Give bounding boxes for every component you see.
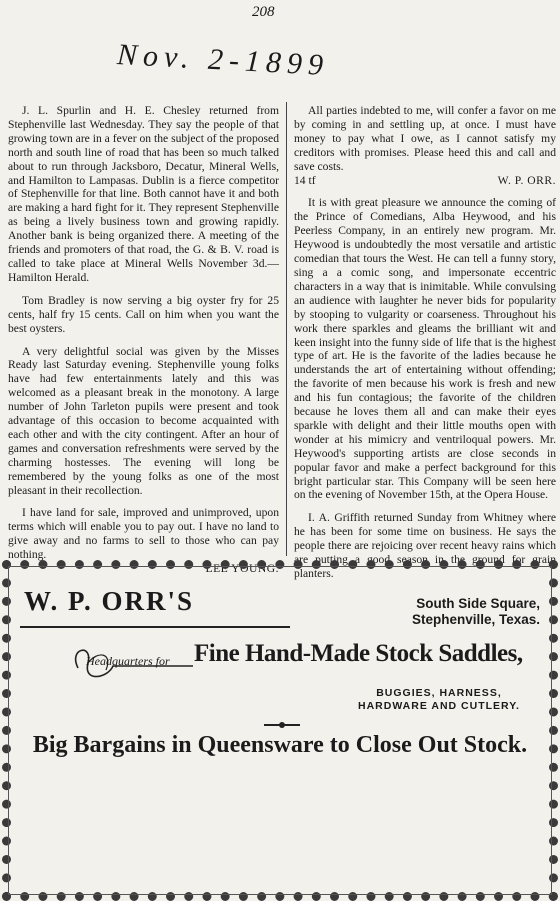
ad-address-line1: South Side Square, [416, 596, 540, 611]
right-column [294, 104, 556, 590]
ornament-dash-icon [262, 720, 302, 730]
ad-other-products [358, 687, 520, 713]
column-divider [286, 102, 287, 556]
ad-main-product: Fine Hand-Made Stock Saddles, [194, 640, 523, 667]
notice-tag: 14 tf [294, 173, 316, 187]
news-item-stephenville: J. L. Spurlin and H. E. Chesley returned from Stephenville last Wednesday. They say the people of that growing town are in a fever on the subject of the proposed north and south line of road that has been so much talked about to run through Jacksboro, Decatur, Mineral Wells, and Hamilton to Lampasas. Dublin is a fierce competitor of Stephenville for that line. Both cannot have it and both are making a hard fight for it. They represent Stephenville as being a lively business town and growing rapidly. Another bank is being organized there. A meeting of the friends and promoters of that road, the G. & B. V. road is called to take place at Mineral Wells November 3d.—Hamilton Herald. [8, 104, 279, 284]
handwritten-date: Nov. 2-1899 [116, 38, 330, 83]
ad-address-line2: Stephenville, Texas. [411, 612, 540, 627]
lee-young-signature: LEE YOUNG. [205, 562, 279, 576]
debt-notice: All parties indebted to me, will confer a favor on me by coming in and settling up, at once. I must have money to pay what I owe, as I cannot satisfy my creditors with promises. Please heed this and call and save costs. [294, 104, 556, 173]
ad-other-line2: HARDWARE AND CUTLERY. [358, 700, 520, 712]
left-column [8, 104, 279, 585]
ad-address [412, 596, 540, 628]
ad-store-name: W. P. ORR'S [24, 586, 195, 616]
ad-other-line1: BUGGIES, HARNESS, [376, 687, 502, 699]
griffith-item: I. A. Griffith returned Sunday from Whitney where he has been for some time on business. He says the people there are rejoicing over recent heavy rains which are putting a good season in the ground for grain planters. [294, 511, 556, 580]
land-for-sale-notice: I have land for sale, improved and unimproved, upon terms which will enable you to pay out. I have no land to give away and no farms to sell to those who can pay nothing. [8, 506, 279, 562]
ad-bargains-line: Big Bargains in Queensware to Close Out Stock. [32, 732, 528, 758]
news-item-social: A very delightful social was given by the Misses Ready last Saturday evening. Stephenville young folks have had few entertainments lately and this was welcomed as a pleasant break in the monotony. A large number of John Tarleton pupils were present and took advantage of this occasion to become acquainted with each other and with the city contingent. After an hour of games and conversation refreshments were served by the charming hostesses. The evening will long be remembered by the young folks as one of the most pleasant in their recollection. [8, 344, 279, 497]
ad-name-underline [20, 626, 290, 628]
debt-notice-footer [294, 174, 556, 188]
orr-signature: W. P. ORR. [497, 173, 556, 187]
ad-headquarters-label: Headquarters for [86, 654, 170, 668]
heywood-announcement: It is with great pleasure we announce the coming of the Prince of Comedians, Alba Heywood, and his Peerless Company, in an entirely new program. Mr. Heywood is undoubtedly the most versatile and artistic comedian that tours the West. He can tell a funny story, sing a a comic song, and impersonate eccentric characters in a way that is inimitable. While convulsing an audience with laughter he never bids for popularity by stooping to vulgarity or coarseness. Throughout his work there sparkles and gleams the brilliant wit and keen insight into the funny side of life that is the highest type of art. He is the favorite of the ladies because he understands the art of entertaining without offending; the favorite of men because his work is fresh and new and his fun contagious; the favorite of the children because he loves them all and can make their eyes sparkle with delight and their little mouths open with wonder at his mimicry and ventriloqual powers. Mr. Heywood's supporting artists are close seconds in popular favor and make a perfect background for this bright particular star. This Company will be seen here on the evening of November 15th, at the Opera House. [294, 196, 556, 502]
page-number: 208 [252, 4, 275, 20]
orr-advertisement [2, 560, 558, 901]
news-item-oyster-fry: Tom Bradley is now serving a big oyster fry for 25 cents, half fry 15 cents. Call on him when you want the best oysters. [8, 293, 279, 335]
